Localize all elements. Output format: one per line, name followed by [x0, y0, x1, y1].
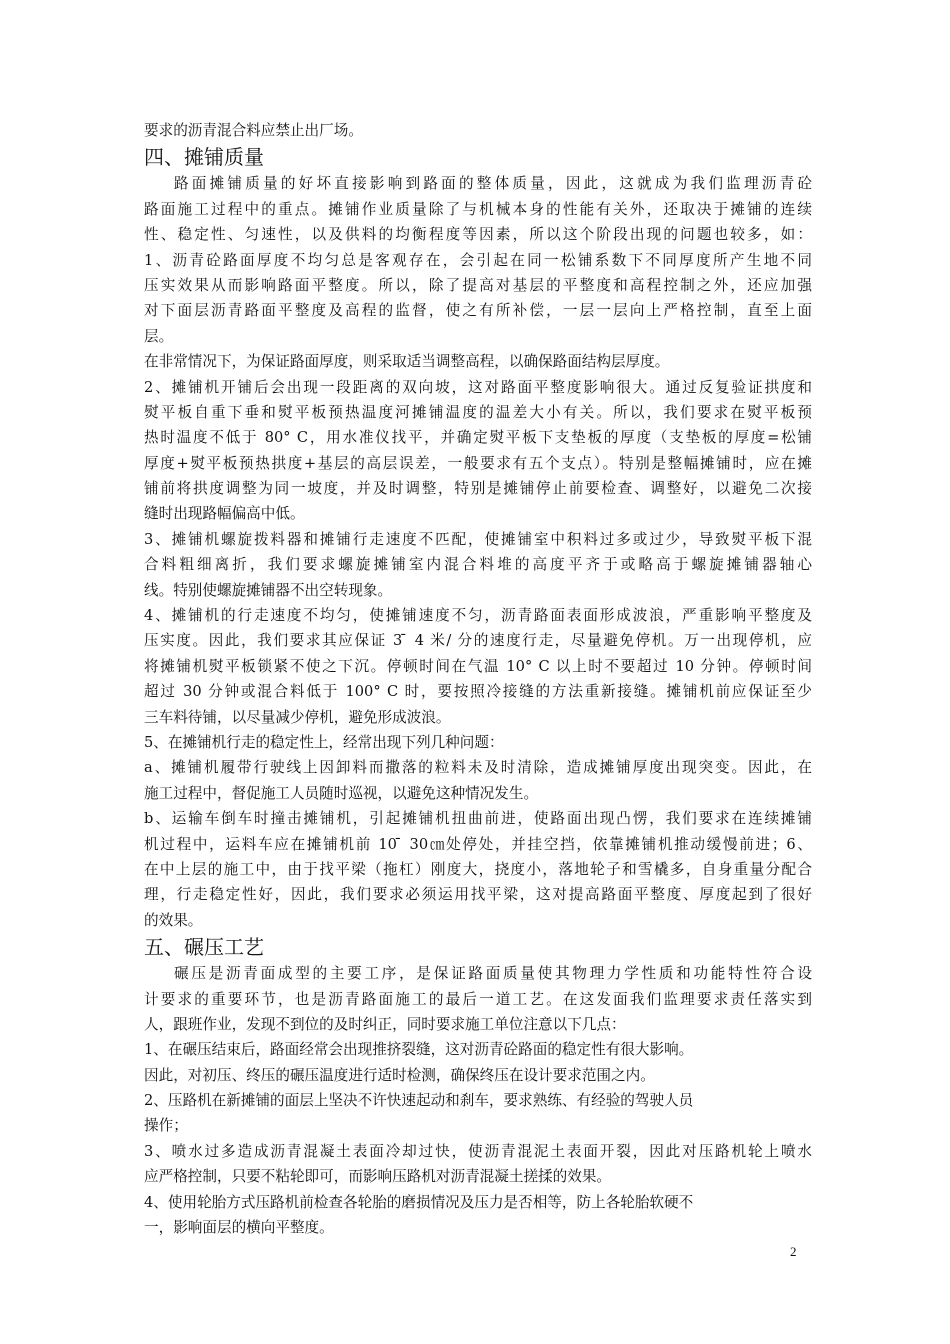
- section-heading: 五、碾压工艺: [144, 935, 264, 960]
- text-line: 的效果。: [144, 911, 203, 929]
- text-line: 热时温度不低于 80° C，用水准仪找平，并确定熨平板下支垫板的厚度（支垫板的厚度=松铺: [144, 429, 812, 447]
- text-line: 厚度+熨平板预热拱度+基层的高层误差，一般要求有五个支点）。特别是整幅摊铺时，应在摊: [144, 454, 812, 472]
- text-line: 操作；: [144, 1117, 188, 1135]
- text-line: 碾压是沥青面成型的主要工序，是保证路面质量使其物理力学性质和功能特性符合设: [174, 965, 812, 983]
- text-line: 铺前将拱度调整为同一坡度，并及时调整，特别是摊铺停止前要检查、调整好，以避免二次接: [144, 480, 812, 498]
- text-line: 2、摊铺机开铺后会出现一段距离的双向坡，这对路面平整度影响很大。通过反复验证拱度和: [144, 378, 812, 396]
- text-line: 要求的沥青混合料应禁止出厂场。: [144, 122, 363, 139]
- text-line: 将摊铺机熨平板锁紧不使之下沉。停顿时间在气温 10° C 以上时不要超过 10 分钟。停顿时间: [144, 657, 812, 675]
- text-line: 路面施工过程中的重点。摊铺作业质量除了与机械本身的性能有关外，还取决于摊铺的连续: [144, 200, 812, 218]
- text-line: 性、稳定性、匀速性，以及供料的均衡程度等因素，所以这个阶段出现的问题也较多，如：: [144, 226, 812, 244]
- text-line: 3、喷水过多造成沥青混凝土表面冷却过快，使沥青混泥土表面开裂，因此对压路机轮上喷水: [144, 1142, 812, 1160]
- text-line: 应严格控制，只要不粘轮即可，而影响压路机对沥青混凝土搓揉的效果。: [144, 1168, 612, 1186]
- text-line: a、摊铺机履带行驶线上因卸料而撒落的粒料未及时清除，造成摊铺厚度出现突变。因此，在: [144, 759, 812, 777]
- body-text: [144, 118, 812, 1240]
- text-line: 对下面层沥青路面平整度及高程的监督，使之有所补偿，一层一层向上严格控制，直至上面: [144, 302, 812, 320]
- text-line: 在非常情况下，为保证路面厚度，则采取适当调整高程，以确保路面结构层厚度。: [144, 353, 670, 371]
- text-line: 2、压路机在新摊铺的面层上坚决不许快速起动和刹车，要求熟练、有经验的驾驶人员: [144, 1092, 694, 1110]
- text-line: 机过程中，运料车应在摊铺机前 10 ̄ 30㎝处停处，并挂空挡，依靠摊铺机推动缓慢前进；6、: [144, 835, 812, 853]
- text-line: 一，影响面层的横向平整度。: [144, 1219, 334, 1237]
- text-line: 熨平板自重下垂和熨平板预热温度河摊铺温度的温差大小有关。所以，我们要求在熨平板预: [144, 403, 812, 421]
- text-line: 4、摊铺机的行走速度不均匀，使摊铺速度不匀，沥青路面表面形成波浪，严重影响平整度及: [144, 607, 812, 625]
- text-line: b、运输车倒车时撞击摊铺机，引起摊铺机扭曲前进，使路面出现凸愣，我们要求在连续摊铺: [144, 810, 812, 828]
- text-line: 在中上层的施工中，由于找平梁（拖杠）刚度大，挠度小，落地轮子和雪橇多，自身重量分配合: [144, 860, 812, 878]
- text-line: 线。特别使螺旋摊铺器不出空转现象。: [144, 581, 393, 599]
- text-line: 压实度。因此，我们要求其应保证 3 ̄ 4 米/ 分的速度行走，尽量避免停机。万一出现停机，应: [144, 632, 812, 650]
- text-line: 计要求的重要环节，也是沥青路面施工的最后一道工艺。在这发面我们监理要求责任落实到: [144, 990, 812, 1008]
- text-line: 人，跟班作业，发现不到位的及时纠正，同时要求施工单位注意以下几点：: [144, 1015, 626, 1033]
- page-number: 2: [790, 1244, 797, 1259]
- text-line: 合料粗细离折，我们要求螺旋摊铺室内混合料堆的高度平齐于或略高于螺旋摊铺器轴心: [144, 556, 812, 574]
- text-line: 施工过程中，督促施工人员随时巡视，以避免这种情况发生。: [144, 784, 539, 802]
- section-heading: 四、摊铺质量: [144, 145, 264, 170]
- text-line: 1、在碾压结束后，路面经常会出现推挤裂缝，这对沥青砼路面的稳定性有很大影响。: [144, 1041, 694, 1059]
- text-line: 层。: [144, 327, 174, 345]
- text-line: 超过 30 分钟或混合料低于 100° C 时，要按照冷接缝的方法重新接缝。摊铺机前应保证至少: [144, 683, 812, 701]
- text-line: 因此，对初压、终压的碾压温度进行适时检测，确保终压在设计要求范围之内。: [144, 1066, 655, 1084]
- text-line: 5、在摊铺机行走的稳定性上，经常出现下列几种问题：: [144, 733, 504, 751]
- text-line: 理，行走稳定性好，因此，我们要求必须运用找平梁，这对提高路面平整度、厚度起到了很好: [144, 886, 812, 904]
- text-line: 3、摊铺机螺旋拨料器和摊铺行走速度不匹配，使摊铺室中积料过多或过少，导致熨平板下混: [144, 530, 812, 548]
- text-line: 1、沥青砼路面厚度不均匀总是客观存在，会引起在同一松铺系数下不同厚度所产生地不同: [144, 251, 812, 269]
- text-line: 三车料待铺，以尽量减少停机，避免形成波浪。: [144, 708, 451, 726]
- text-line: 压实效果从而影响路面平整度。所以，除了提高对基层的平整度和高程控制之外，还应加强: [144, 276, 812, 294]
- text-line: 4、使用轮胎方式压路机前检查各轮胎的磨损情况及压力是否相等，防上各轮胎软硬不: [144, 1193, 694, 1211]
- text-line: 缝时出现路幅偏高中低。: [144, 505, 305, 523]
- text-line: 路面摊铺质量的好坏直接影响到路面的整体质量，因此，这就成为我们监理沥青砼: [174, 175, 812, 193]
